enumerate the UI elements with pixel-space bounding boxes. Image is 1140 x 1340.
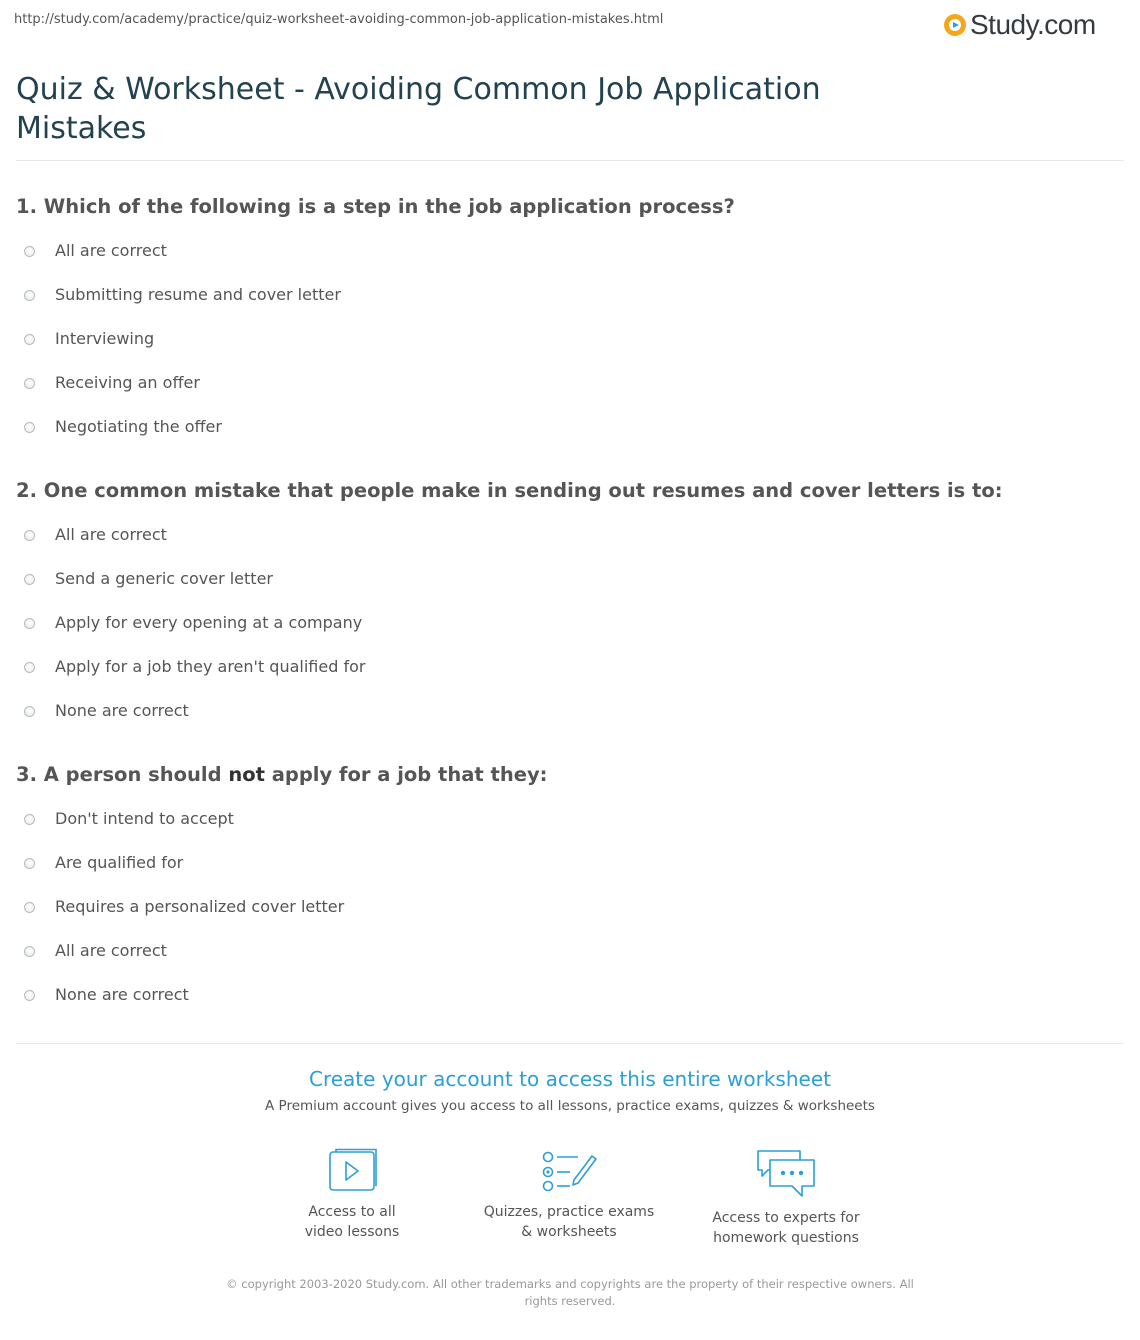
option-label: Send a generic cover letter [55, 569, 273, 588]
answer-option[interactable] [16, 940, 1126, 984]
answer-option[interactable] [16, 808, 1126, 852]
answer-option[interactable] [16, 284, 1126, 328]
cta-title[interactable]: Create your account to access this entire worksheet [309, 1067, 831, 1091]
answer-option[interactable] [16, 524, 1126, 568]
option-label: None are correct [55, 985, 189, 1004]
answer-option[interactable] [16, 656, 1126, 700]
radio-button[interactable] [24, 902, 35, 913]
radio-button[interactable] [24, 334, 35, 345]
chat-bubbles-icon [754, 1148, 818, 1200]
video-lessons-icon [326, 1148, 378, 1194]
answer-options [16, 240, 1126, 460]
copyright-notice: © copyright 2003-2020 Study.com. All other trademarks and copyrights are the property of their respective owners. All rights reserved. [226, 1277, 914, 1308]
answer-option[interactable] [16, 612, 1126, 656]
question-2 [16, 478, 1126, 744]
feature-label: Access to experts for homework questions [712, 1210, 860, 1246]
option-label: All are correct [55, 525, 167, 544]
answer-option[interactable] [16, 416, 1126, 460]
answer-option[interactable] [16, 328, 1126, 372]
page-title: Quiz & Worksheet - Avoiding Common Job Application Mistakes [16, 72, 821, 146]
option-label: Don't intend to accept [55, 809, 234, 828]
answer-option[interactable] [16, 372, 1126, 416]
question-text-end: apply for a job that they: [264, 763, 548, 786]
question-3 [16, 762, 1126, 1028]
radio-button[interactable] [24, 662, 35, 673]
option-label: Submitting resume and cover letter [55, 285, 341, 304]
question-emphasis: not [228, 763, 265, 786]
feature-label: Quizzes, practice exams & worksheets [483, 1204, 655, 1240]
radio-button[interactable] [24, 530, 35, 541]
radio-button[interactable] [24, 946, 35, 957]
question-text [16, 762, 1126, 792]
answer-options [16, 808, 1126, 1028]
option-label: Apply for every opening at a company [55, 613, 363, 632]
radio-button[interactable] [24, 246, 35, 257]
option-label: All are correct [55, 241, 167, 260]
feature-quizzes [469, 1148, 669, 1242]
radio-button[interactable] [24, 706, 35, 717]
radio-button[interactable] [24, 290, 35, 301]
radio-button[interactable] [24, 858, 35, 869]
divider [16, 1043, 1124, 1044]
radio-button[interactable] [24, 990, 35, 1001]
feature-label: Access to all video lessons [304, 1204, 400, 1240]
question-1 [16, 194, 1126, 460]
option-label: Apply for a job they aren't qualified for [55, 657, 366, 676]
question-text: 2. One common mistake that people make in sending out resumes and cover letters is to: [16, 479, 1003, 502]
option-label: Requires a personalized cover letter [55, 897, 345, 916]
answer-option[interactable] [16, 852, 1126, 896]
page-url: http://study.com/academy/practice/quiz-worksheet-avoiding-common-job-application-mistakes.html [14, 12, 664, 27]
cta-subtitle: A Premium account gives you access to all lessons, practice exams, quizzes & worksheets [265, 1098, 875, 1114]
question-text-start: 3. A person should [16, 763, 229, 786]
answer-option[interactable] [16, 240, 1126, 284]
option-label: Are qualified for [55, 853, 184, 872]
radio-button[interactable] [24, 378, 35, 389]
radio-button[interactable] [24, 422, 35, 433]
study-logo[interactable] [944, 8, 1096, 42]
answer-option[interactable] [16, 984, 1126, 1028]
answer-option[interactable] [16, 896, 1126, 940]
radio-button[interactable] [24, 574, 35, 585]
quiz-checklist-icon [540, 1148, 598, 1194]
signup-cta [0, 1066, 1140, 1114]
option-label: All are correct [55, 941, 167, 960]
question-text: 1. Which of the following is a step in the job application process? [16, 195, 735, 218]
divider [16, 160, 1124, 161]
radio-button[interactable] [24, 618, 35, 629]
option-label: Interviewing [55, 329, 155, 348]
answer-option[interactable] [16, 568, 1126, 612]
option-label: Receiving an offer [55, 373, 200, 392]
logo-text: Study.com [970, 9, 1096, 40]
feature-experts [686, 1148, 886, 1248]
answer-options [16, 524, 1126, 744]
play-logo-icon [944, 14, 966, 36]
radio-button[interactable] [24, 814, 35, 825]
answer-option[interactable] [16, 700, 1126, 744]
option-label: None are correct [55, 701, 189, 720]
top-bar [0, 0, 1140, 50]
option-label: Negotiating the offer [55, 417, 222, 436]
feature-video-lessons [252, 1148, 452, 1242]
